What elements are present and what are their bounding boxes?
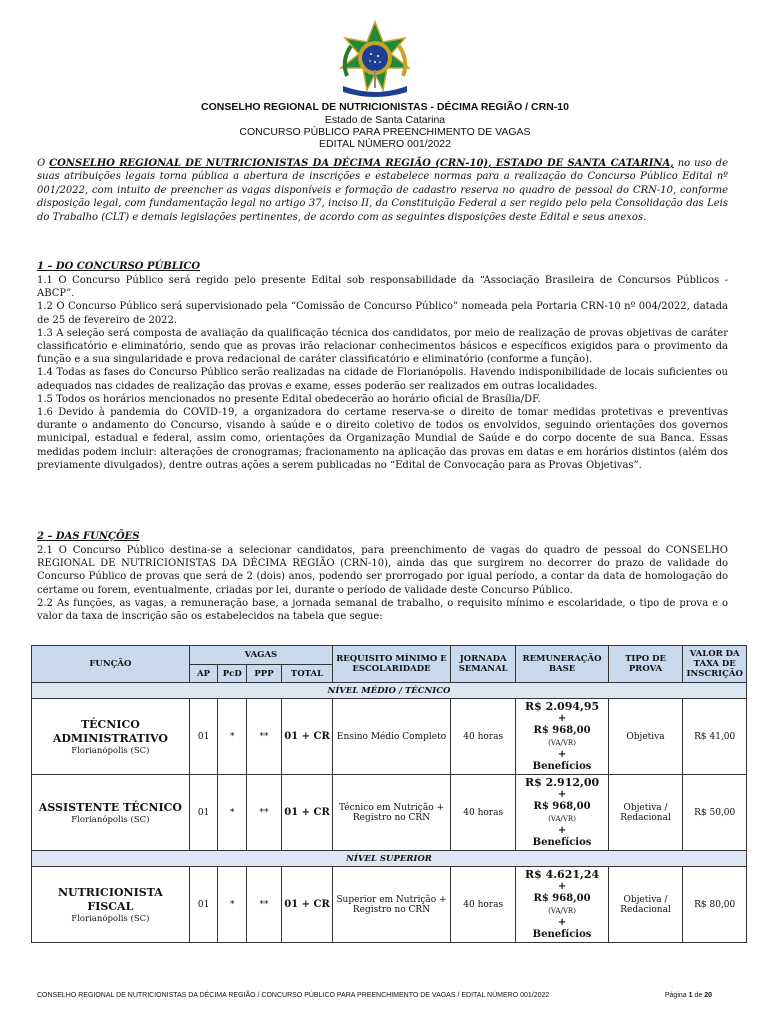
role-name: ASSISTENTE TÉCNICO: [38, 800, 182, 814]
functions-table: [31, 645, 747, 943]
role-name: TÉCNICO ADMINISTRATIVO: [52, 717, 168, 745]
intro-paragraph: O CONSELHO REGIONAL DE NUTRICIONISTAS DA DÉCIMA REGIÃO (CRN-10), ESTADO DE SANTA CATARINA, no uso de suas atribuições legais torna pública a abertura de inscrições e estabelece normas para a realização do Concurso Público Edital nº 001/2022, com intuito de preencher as vagas disponíveis e formação de cadastro reserva no quadro de pessoal do CRN-10, conforme disposição legal, com fundamentação legal no artigo 37, inciso II, da Constituição Federal a ser regido pelo pela Consolidação das Leis do Trabalho (CLT) e demais legislações pertinentes, de acordo com as seguintes disposições deste Edital e seus anexos.: [37, 158, 728, 223]
header-contest: CONCURSO PÚBLICO PARA PREENCHIMENTO DE VAGAS: [239, 126, 531, 138]
header-total: TOTAL: [281, 665, 332, 683]
intro-org-name: CONSELHO REGIONAL DE NUTRICIONISTAS DA DÉCIMA REGIÃO (CRN-10), ESTADO DE SANTA CATARINA,: [49, 158, 674, 169]
header-pcd: PcD: [218, 665, 247, 683]
cell-jornada: 40 horas: [450, 699, 516, 775]
header-ppp: PPP: [247, 665, 282, 683]
cell-ap: 01: [189, 867, 218, 943]
section-1-body: [37, 274, 728, 472]
page-footer: [37, 992, 712, 999]
item-1-4: 1.4 Todas as fases do Concurso Público serão realizadas na cidade de Florianópolis. Havendo indisponibilidade de locais suficientes ou adequados nas cidades de realização das provas e exame, esses poderão ser realizados em outras localidades.: [37, 367, 728, 392]
item-1-6: 1.6 Devido à pandemia do COVID-19, a organizadora do certame reserva-se o direito de tomar medidas protetivas e preventivas durante o andamento do Concurso, visando à saúde e o direito coletivo de todos os envolvidos, seguindo orientações dos governos municipal, estadual e federal, assim como, orientações da Organização Mundial de Saúde e do corpo docente de sua Banca. Essas medidas podem incluir: alterações de cronogramas; fracionamento na aplicação das provas em datas e em horários distintos (além dos previamente divulgados), dentre outras ações a serem publicadas no “Edital de Convocação para as Provas Objetivas”.: [37, 407, 728, 471]
cell-tipo: Objetiva: [608, 699, 683, 775]
band-nivel-medio: NÍVEL MÉDIO / TÉCNICO: [32, 683, 747, 699]
header-edital: EDITAL NÚMERO 001/2022: [319, 138, 451, 150]
header-state: Estado de Santa Catarina: [324, 114, 446, 126]
cell-jornada: 40 horas: [450, 867, 516, 943]
cell-ppp: **: [247, 775, 282, 851]
cell-ppp: **: [247, 699, 282, 775]
cell-total: 01 + CR: [281, 699, 332, 775]
header-tipo: TIPO DE PROVA: [608, 646, 683, 683]
table-row: [32, 699, 747, 775]
cell-pcd: *: [218, 775, 247, 851]
cell-ppp: **: [247, 867, 282, 943]
header-ap: AP: [189, 665, 218, 683]
header-valor: VALOR DA TAXA DE INSCRIÇÃO: [683, 646, 747, 683]
cell-total: 01 + CR: [281, 775, 332, 851]
role-city: Florianópolis (SC): [71, 814, 150, 825]
page-number: Página 1 de 20: [664, 992, 712, 999]
coat-of-arms-seal: [333, 20, 417, 98]
role-name: NUTRICIONISTA FISCAL: [57, 885, 163, 913]
cell-valor: R$ 50,00: [683, 775, 747, 851]
role-city: Florianópolis (SC): [71, 745, 150, 756]
header-remuneracao: REMUNERAÇÃO BASE: [516, 646, 608, 683]
cell-tipo: Objetiva / Redacional: [608, 775, 683, 851]
band-nivel-superior: NÍVEL SUPERIOR: [32, 851, 747, 867]
item-1-5: 1.5 Todos os horários mencionados no presente Edital obedecerão ao horário oficial de Brasília/DF.: [37, 393, 541, 405]
cell-ap: 01: [189, 775, 218, 851]
cell-pcd: *: [218, 867, 247, 943]
header-org: CONSELHO REGIONAL DE NUTRICIONISTAS - DÉCIMA REGIÃO / CRN-10: [201, 101, 569, 113]
cell-ap: 01: [189, 699, 218, 775]
cell-remuneracao: R$ 2.094,95 + R$ 968,00 (VA/VR) + Benefícios: [516, 699, 608, 775]
section-1-title: 1 – DO CONCURSO PÚBLICO: [37, 261, 201, 272]
cell-remuneracao: R$ 2.912,00 + R$ 968,00 (VA/VR) + Benefícios: [516, 775, 608, 851]
section-2-title: 2 – DAS FUNÇÕES: [37, 531, 140, 542]
header-requisito: REQUISITO MÍNIMO E ESCOLARIDADE: [333, 646, 451, 683]
item-2-2: 2.2 As funções, as vagas, a remuneração base, a jornada semanal de trabalho, o requisito mínimo e escolaridade, o tipo de prova e o valor da taxa de inscrição são os estabelecidos na tabela que segue:: [37, 597, 728, 623]
cell-requisito: Técnico em Nutrição + Registro no CRN: [333, 775, 451, 851]
cell-total: 01 + CR: [281, 867, 332, 943]
role-city: Florianópolis (SC): [71, 913, 150, 924]
cell-valor: R$ 41,00: [683, 699, 747, 775]
section-2-body: [37, 544, 728, 623]
header-vagas: VAGAS: [189, 646, 332, 665]
cell-valor: R$ 80,00: [683, 867, 747, 943]
footer-text: CONSELHO REGIONAL DE NUTRICIONISTAS DA DÉCIMA REGIÃO / CONCURSO PÚBLICO PARA PREENCHIMENTO DE VAGAS / EDITAL NÚMERO 001/2022: [37, 992, 550, 999]
item-2-1: 2.1 O Concurso Público destina-se a selecionar candidatos, para preenchimento de vagas do quadro de pessoal do CONSELHO REGIONAL DE NUTRICIONISTAS DA DÉCIMA REGIÃO (CRN-10), ainda das que surgirem no decorrer do prazo de validade do Concurso Público de provas que será de 2 (dois) anos, podendo ser prorrogado por igual período, a contar da data de homologação do certame ou forem, eventualmente, criadas por lei, durante o período de validade deste Concurso Público.: [37, 545, 728, 596]
cell-requisito: Ensino Médio Completo: [333, 699, 451, 775]
cell-pcd: *: [218, 699, 247, 775]
header-jornada: JORNADA SEMANAL: [450, 646, 516, 683]
item-1-1: 1.1 O Concurso Público será regido pelo presente Edital sob responsabilidade da “Associação Brasileira de Concursos Públicos - ABCP”.: [37, 275, 728, 300]
item-1-3: 1.3 A seleção será composta de avaliação da qualificação técnica dos candidatos, por meio de realização de provas objetivas de caráter classificatório e eliminatório, sendo que as provas irão relacionar conhecimentos básicos e específicos exigidos para o provimento da função e a sua singularidade e prova redacional de caráter classificatório e eliminatório (conforme a função).: [37, 327, 728, 366]
cell-requisito: Superior em Nutrição + Registro no CRN: [333, 867, 451, 943]
table-row: [32, 775, 747, 851]
header-funcao: FUNÇÃO: [32, 646, 190, 683]
table-row: [32, 867, 747, 943]
cell-jornada: 40 horas: [450, 775, 516, 851]
item-1-2: 1.2 O Concurso Público será supervisionado pela “Comissão de Concurso Público” nomeada pela Portaria CRN-10 nº 004/2022, datada de 25 de fevereiro de 2022.: [37, 301, 728, 326]
cell-tipo: Objetiva / Redacional: [608, 867, 683, 943]
cell-remuneracao: R$ 4.621,24 + R$ 968,00 (VA/VR) + Benefícios: [516, 867, 608, 943]
